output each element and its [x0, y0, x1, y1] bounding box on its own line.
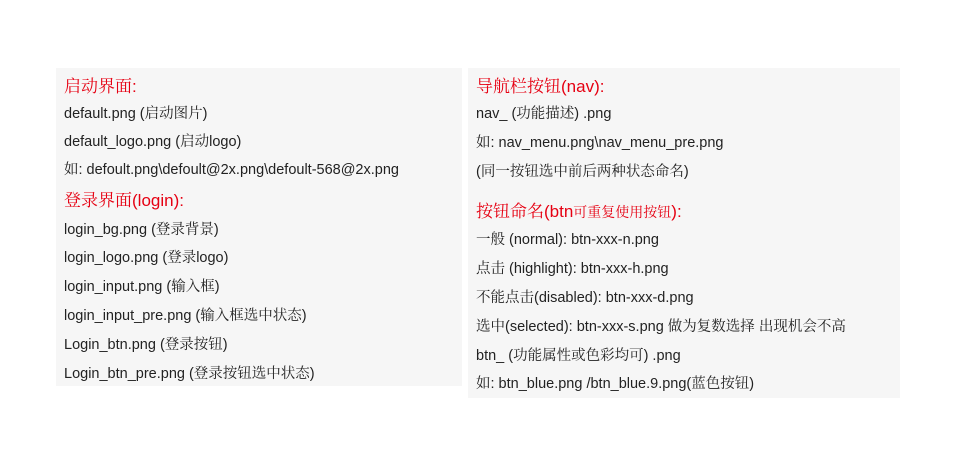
nav-line-3: (同一按钮选中前后两种状态命名) — [476, 164, 689, 180]
launch-screen-heading: 启动界面: — [64, 77, 137, 96]
nav-button-heading: 导航栏按钮(nav): — [476, 77, 605, 96]
login-screen-heading: 登录界面(login): — [64, 191, 184, 210]
login-line-4: login_input_pre.png (输入框选中状态) — [64, 308, 307, 324]
left-panel — [56, 68, 462, 386]
launch-line-1: default.png (启动图片) — [64, 106, 208, 122]
right-panel — [468, 68, 900, 398]
login-line-6: Login_btn_pre.png (登录按钮选中状态) — [64, 366, 315, 382]
button-naming-heading-c: ): — [671, 202, 682, 221]
btn-line-6: 如: btn_blue.png /btn_blue.9.png(蓝色按钮) — [476, 376, 755, 392]
login-line-2: login_logo.png (登录logo) — [64, 250, 229, 266]
btn-line-2: 点击 (highlight): btn-xxx-h.png — [476, 261, 669, 277]
launch-line-2: default_logo.png (启动logo) — [64, 134, 242, 150]
login-line-5: Login_btn.png (登录按钮) — [64, 337, 228, 353]
btn-line-5: btn_ (功能属性或色彩均可) .png — [476, 348, 681, 364]
btn-line-1: 一般 (normal): btn-xxx-n.png — [476, 232, 659, 248]
nav-line-2: 如: nav_menu.png\nav_menu_pre.png — [476, 135, 724, 151]
launch-line-3: 如: defoult.png\defoult@2x.png\defoult-568@2x.png — [64, 162, 399, 178]
nav-line-1: nav_ (功能描述) .png — [476, 106, 612, 122]
button-naming-heading — [476, 201, 682, 223]
btn-line-4: 选中(selected): btn-xxx-s.png 做为复数选择 出现机会不高 — [476, 319, 846, 335]
button-naming-heading-a: 按钮命名(btn — [476, 202, 574, 221]
btn-line-3: 不能点击(disabled): btn-xxx-d.png — [476, 290, 694, 306]
login-line-1: login_bg.png (登录背景) — [64, 222, 219, 238]
login-line-3: login_input.png (输入框) — [64, 279, 220, 295]
button-naming-heading-b: 可重复使用按钮 — [573, 204, 672, 220]
